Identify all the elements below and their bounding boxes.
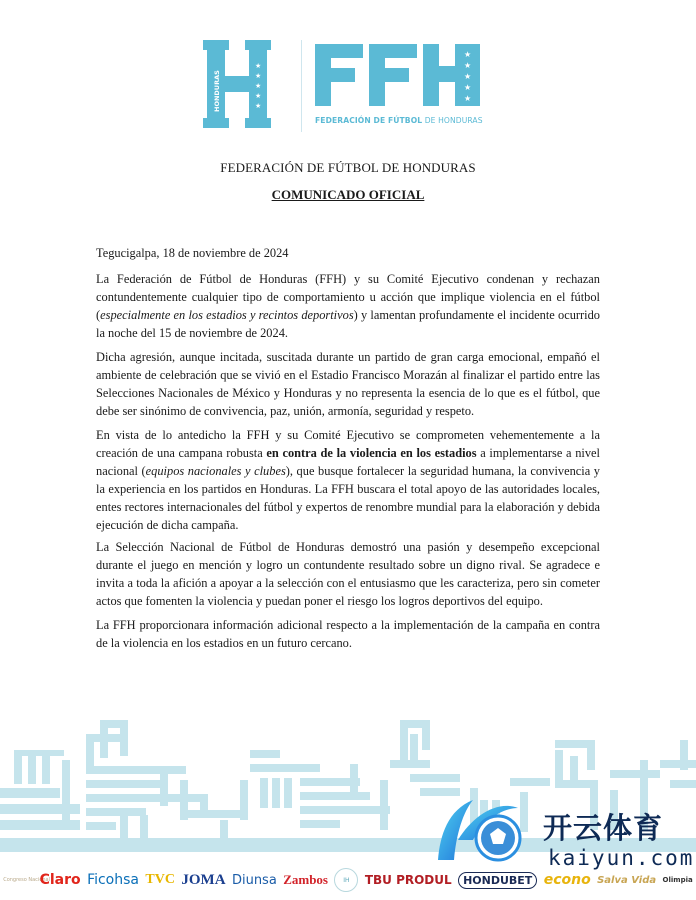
logo-divider (301, 40, 302, 132)
paragraph-3 (96, 426, 600, 534)
sponsor-ficohsa: Ficohsa (87, 872, 139, 888)
sponsor-salva-vida: Salva Vida (597, 874, 657, 886)
ffh-wordmark-icon (315, 44, 480, 106)
document-title: COMUNICADO OFICIAL (271, 187, 425, 202)
svg-text:★: ★ (255, 102, 262, 110)
paragraph-1-text-a: La Federación de Fútbol de Honduras (FFH) y su Comité Ejecutivo condenan y rechazan contundentemente cualquier tipo de comportamiento u acción que implique violencia en el fútbol ( (96, 272, 600, 322)
sponsor-tbu-produl: TBU PRODUL (364, 873, 452, 887)
sponsor-congreso-nacional: Congreso Nacional (3, 877, 50, 883)
svg-text:★: ★ (464, 83, 472, 92)
sponsor-joma: JOMA (181, 871, 226, 888)
svg-text:★: ★ (255, 62, 262, 70)
honduras-badge-text: HONDURAS (213, 70, 221, 112)
svg-text:★: ★ (464, 94, 472, 103)
paragraph-3-bold: en contra de la violencia en los estadios (266, 446, 477, 460)
svg-text:★: ★ (255, 92, 262, 100)
sponsor-tvc: TVC (145, 872, 175, 887)
svg-text:★: ★ (255, 72, 262, 80)
paragraph-1-text-b: ) y lamentan profundamente el incidente ocurrido la noche del 15 de noviembre de 2024. (96, 308, 600, 340)
paragraph-1-italic: especialmente en los estadios y recintos deportivos (100, 308, 354, 322)
ffh-subtitle-bold: FEDERACIÓN DE FÚTBOL (315, 116, 423, 125)
sponsor-claro: Claro (39, 872, 81, 888)
kaiyun-watermark (418, 790, 696, 870)
paragraph-3-text-c: ), que busque fortalecer la seguridad humana, la convivencia y la experiencia en los partidos en Honduras. La FFH buscara el total apoyo de las autoridades locales, entes rectores internacionales del fútbol y expertos de renombre mundial para la elaboración y debida ejecución de dicha campaña. (96, 464, 600, 532)
paragraph-3-text-a: En vista de lo antedicho la FFH y su Comité Ejecutivo se comprometen vehementemente a la creación de una campana robusta (96, 428, 600, 460)
organization-title: FEDERACIÓN DE FÚTBOL DE HONDURAS (220, 160, 476, 175)
sponsor-diunsa: Diunsa (231, 872, 277, 888)
paragraph-3-text-b: a implementarse a nivel nacional ( (96, 446, 600, 478)
svg-text:★: ★ (255, 82, 262, 90)
watermark-url: kaiyun.com (548, 846, 695, 870)
watermark-chinese-text: 开云体育 (543, 811, 664, 845)
paragraph-2: Dicha agresión, aunque incitada, suscitada durante un partido de gran carga emocional, empañó el ambiente de celebración que se vivió en el Estadio Francisco Morazán al finalizar el partido entre las Selecciones Nacionales de México y Honduras y no representa la esencia de lo que es el fútbol, que debe ser sinónimo de convivencia, paz, unión, armonía, seguridad y respeto. (96, 350, 600, 418)
svg-text:★: ★ (464, 72, 472, 81)
svg-text:★: ★ (464, 50, 472, 59)
sponsor-bar (0, 860, 696, 900)
sponsor-hondubet: HONDUBET (458, 872, 537, 889)
ffh-logo (203, 38, 493, 133)
ffh-subtitle (315, 116, 483, 125)
paragraph-4: La Selección Nacional de Fútbol de Honduras demostró una pasión y desempeño excepcional durante el juego en mención y logro un contundente resultado sobre un digno rival. Se agradece e invita a toda la afición a apoyar a la selección con el entusiasmo que les caracteriza, pero sin cometer actos que fomenten la violencia y puedan poner el riesgo los logros deportivos del equipo. (96, 540, 600, 608)
kaiyun-ball-logo-icon (418, 790, 538, 870)
svg-text:★: ★ (464, 61, 472, 70)
sponsor-econo: econo (543, 872, 591, 888)
paragraph-1 (96, 270, 600, 342)
honduras-h-badge-icon (203, 38, 271, 130)
paragraph-5: La FFH proporcionara información adicional respecto a la implementación de la campaña en contra de la violencia en los estadios en un futuro cercano. (96, 618, 600, 650)
ffh-subtitle-light: DE HONDURAS (424, 116, 483, 125)
date-line: Tegucigalpa, 18 de noviembre de 2024 (96, 246, 289, 260)
paragraph-3-italic: equipos nacionales y clubes (145, 464, 286, 478)
sponsor-zambos: Zambos (283, 872, 328, 887)
sponsor-ih: IH (334, 868, 358, 892)
sponsor-olimpia: Olimpia (662, 876, 693, 884)
